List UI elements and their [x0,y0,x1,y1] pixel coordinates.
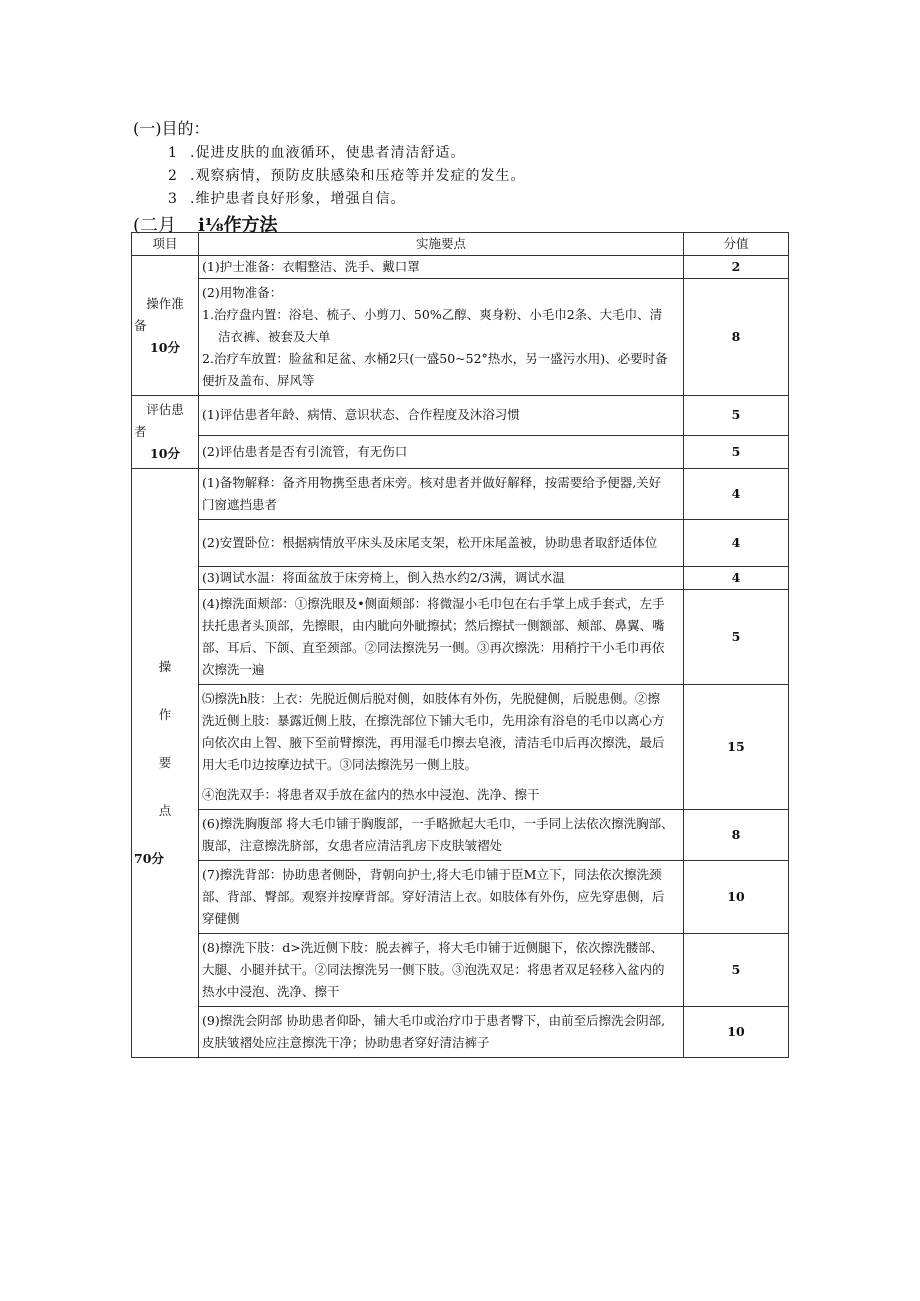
row-line: 皮肤皱褶处应注意擦洗干净；协助患者穿好清洁裤子 [202,1035,490,1050]
row-text: (3)调试水温：将面盆放于床旁椅上，倒入热水约2/3满，调试水温 [199,567,684,590]
row-text [199,590,684,685]
row-line: (4)擦洗面颊部：①擦洗眼及•侧面颊部：将微湿小毛巾包在右手掌上成手套式，左手 [202,596,665,611]
table-row [132,685,789,810]
header-points: 实施要点 [199,233,684,256]
row-line: (6)擦洗胸腹部 将大毛巾铺于胸腹部，一手略掀起大毛巾，一手同上法依次擦洗胸部、 [202,816,674,831]
row-text [199,279,684,396]
row-text: (2)安置卧位：根据病情放平床头及床尾支架，松开床尾盖被，协助患者取舒适体位 [199,520,684,567]
row-line: (2)用物准备： [202,285,283,300]
purpose-item [168,165,525,185]
row-score: 5 [684,590,789,685]
row-score: 8 [684,810,789,861]
table-row [132,810,789,861]
row-line: 用大毛巾边按摩边拭干。③同法擦洗另一侧上肢。 [202,757,478,772]
table-row [132,520,789,567]
row-line: 热水中浸泡、洗净、擦干 [202,984,340,999]
operate-label-char: 要 [158,755,172,770]
method-heading-right: i⅛作方法 [198,215,278,236]
row-text [199,934,684,1007]
section-label-assess [132,396,199,469]
header-item: 项目 [132,233,199,256]
row-text: (1)护士准备：衣帽整洁、洗手、戴口罩 [199,256,684,279]
row-score: 2 [684,256,789,279]
purpose-text: .促进皮肤的血液循环，使患者清洁舒适。 [190,145,466,161]
assess-label-line: 评估患 [146,402,184,417]
header-score: 分值 [684,233,789,256]
row-line: 向依次由上智、腋下至前臂擦洗，再用湿毛巾擦去皂液，清洁毛巾后再次擦洗，最后 [202,735,665,750]
purpose-number: 3 [168,191,178,207]
purpose-item [168,188,405,208]
row-score: 4 [684,567,789,590]
assess-label-line: 者 [134,424,147,439]
row-line: (9)擦洗会阴部 协助患者仰卧，铺大毛巾或治疗巾于患者臀下，由前至后擦洗会阴部, [202,1013,666,1028]
row-line: 大腿、小腿并拭干。②同法擦洗另一侧下肢。③泡洗双足：将患者双足轻移入盆内的 [202,962,665,977]
table-row [132,567,789,590]
row-line: 扶托患者头顶部，先擦眼，由内眦向外眦擦拭；然后擦拭一侧额部、颊部、鼻翼、嘴 [202,618,665,633]
row-text: (1)评估患者年龄、病情、意识状态、合作程度及沐浴习惯 [199,396,684,436]
row-line: 穿健侧 [202,911,240,926]
operate-label-char: 操 [158,659,172,674]
table-row [132,861,789,934]
row-score: 4 [684,469,789,520]
row-score: 15 [684,685,789,810]
operate-label-score: 70分 [134,851,164,866]
row-text [199,810,684,861]
row-text [199,1007,684,1058]
operate-label-char: 作 [158,707,172,722]
row-line: ⑸擦洗h肢：上衣：先脱近侧后脱对侧，如肢体有外伤，先脱健侧，后脱患侧。②擦 [202,691,661,706]
row-line: 洗近侧上肢：暴露近侧上肢，在擦洗部位下铺大毛巾，先用涂有浴皂的毛巾以离心方 [202,713,665,728]
table-row [132,256,789,279]
row-line: 部、耳后、下颌、直至颈部。②同法擦洗另一侧。③再次擦洗：用稍拧干小毛巾再依 [202,640,665,655]
section-label-prep [132,256,199,396]
row-line: ④泡洗双手：将患者双手放在盆内的热水中浸泡、洗净、擦干 [202,787,540,802]
table-row [132,1007,789,1058]
operate-label-char: 点 [158,803,172,818]
prep-label-line: 备 [134,317,147,333]
prep-label-line: 操作准 [146,295,184,311]
table-row [132,435,789,468]
row-line: 门窗遮挡患者 [202,497,278,512]
purpose-number: 1 [168,145,178,161]
purpose-number: 2 [168,168,178,184]
row-text [199,685,684,810]
row-line: 腹部，注意擦洗脐部，女患者应清洁乳房下皮肤皱褶处 [202,838,503,853]
row-text [199,861,684,934]
row-score: 5 [684,396,789,436]
section-label-operate [132,469,199,1058]
row-score: 5 [684,435,789,468]
row-line: (1)备物解释：备齐用物携至患者床旁。核对患者并做好解释，按需要给予便器,关好 [202,475,662,490]
purpose-text: .维护患者良好形象，增强自信。 [190,191,406,207]
row-line: 便折及盖布、屏风等 [202,373,315,388]
row-text: (2)评估患者是否有引流管，有无伤口 [199,435,684,468]
prep-label-score: 10分 [150,339,180,355]
row-score: 4 [684,520,789,567]
row-score: 10 [684,861,789,934]
row-line: (7)擦洗背部：协助患者侧卧，背朝向护士,将大毛巾铺于臣M立下，同法依次擦洗颈 [202,867,662,882]
row-line: 次擦洗一遍 [202,662,265,677]
table-row [132,396,789,436]
table-row [132,279,789,396]
row-line: 部、背部、臀部。观察并按摩背部。穿好清洁上衣。如肢体有外伤，应先穿患侧，后 [202,889,665,904]
row-line: 洁衣裤、被套及大单 [218,329,331,344]
row-score: 5 [684,934,789,1007]
row-score: 8 [684,279,789,396]
row-line: 2.治疗车放置：脸盆和足盆、水桶2只(一盛50~52°热水，另一盛污水用)、必要时备 [202,351,668,366]
row-text [199,469,684,520]
row-line: (8)擦洗下肢：d>洗近侧下肢：脱去裤子，将大毛巾铺于近侧腿下，依次擦洗髅部、 [202,940,664,955]
row-line: 1.治疗盘内置：浴皂、梳子、小剪刀、50%乙醇、爽身粉、小毛巾2条、大毛巾、清 [202,307,663,322]
purpose-text: .观察病情，预防皮肤感染和压疮等并发症的发生。 [190,168,526,184]
table-header-row [132,233,789,256]
table-row [132,934,789,1007]
assess-label-score: 10分 [150,446,180,461]
table-row [132,590,789,685]
section-heading-purpose: (一)目的： [133,119,210,138]
procedure-table [131,232,789,1058]
method-heading-left: (二月 [133,215,177,236]
table-row [132,469,789,520]
row-score: 10 [684,1007,789,1058]
purpose-item [168,142,465,162]
